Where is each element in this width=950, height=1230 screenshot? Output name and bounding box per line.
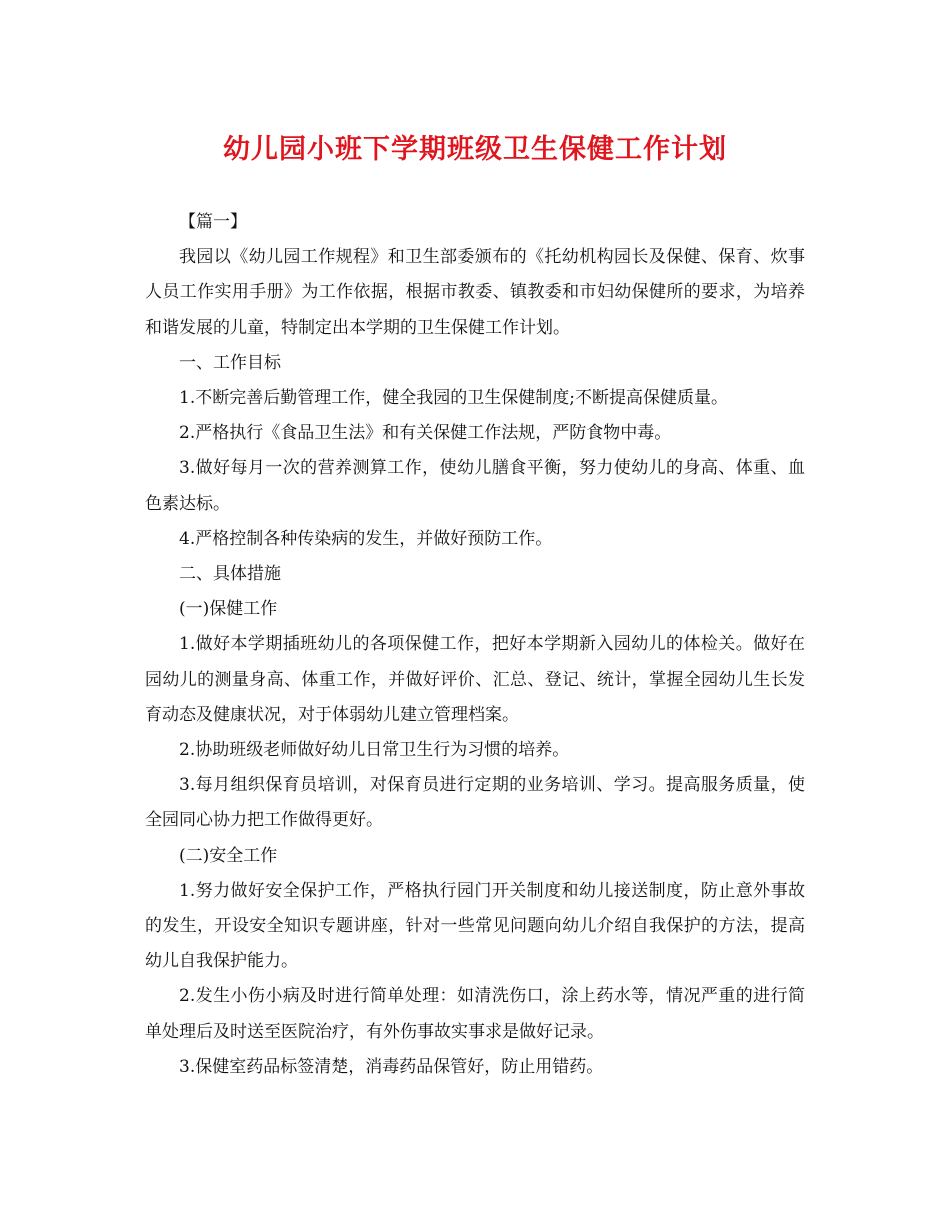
goal-item-1: 1.不断完善后勤管理工作，健全我园的卫生保健制度;不断提高保健质量。	[179, 388, 728, 409]
health-item-1: 1.做好本学期插班幼儿的各项保健工作，把好本学期新入园幼儿的体检关。做好在园幼儿的测量身高、体重工作，并做好评价、汇总、登记、统计，掌握全园幼儿生长发育动态及健康状况，对于体弱幼儿建立管理档案。	[145, 634, 805, 725]
safety-item-1: 1.努力做好安全保护工作，严格执行园门开关制度和幼儿接送制度，防止意外事故的发生，开设安全知识专题讲座，针对一些常见问题向幼儿介绍自我保护的方法，提高幼儿自我保护能力。	[145, 880, 805, 972]
heading-work-goals: 一、工作目标	[179, 352, 281, 373]
document-title: 幼儿园小班下学期班级卫生保健工作计划	[223, 134, 727, 165]
health-item-3: 3.每月组织保育员培训，对保育员进行定期的业务培训、学习。提高服务质量，使全园同心协力把工作做得更好。	[145, 775, 805, 831]
heading-measures: 二、具体措施	[179, 564, 281, 585]
safety-item-2: 2.发生小伤小病及时进行简单处理：如清洗伤口，涂上药水等，情况严重的进行简单处理后及时送至医院治疗，有外伤事故实事求是做好记录。	[145, 986, 805, 1042]
safety-item-3: 3.保健室药品标签清楚，消毒药品保管好，防止用错药。	[179, 1056, 604, 1077]
health-item-2: 2.协助班级老师做好幼儿日常卫生行为习惯的培养。	[179, 740, 570, 761]
subheading-safety-work: (二)安全工作	[179, 845, 278, 866]
section-tag: 【篇一】	[179, 212, 247, 232]
goal-item-4: 4.严格控制各种传染病的发生，并做好预防工作。	[179, 528, 553, 549]
document-body	[145, 205, 805, 1085]
intro-paragraph: 我园以《幼儿园工作规程》和卫生部委颁布的《托幼机构园长及保健、保育、炊事人员工作实用手册》为工作依据，根据市教委、镇教委和市妇幼保健所的要求，为培养和谐发展的儿童，特制定出本学期的卫生保健工作计划。	[145, 247, 805, 338]
goal-item-3: 3.做好每月一次的营养测算工作，使幼儿膳食平衡，努力使幼儿的身高、体重、血色素达标。	[145, 458, 805, 514]
subheading-health-work: (一)保健工作	[179, 599, 278, 620]
goal-item-2: 2.严格执行《食品卫生法》和有关保健工作法规，严防食物中毒。	[179, 423, 672, 444]
